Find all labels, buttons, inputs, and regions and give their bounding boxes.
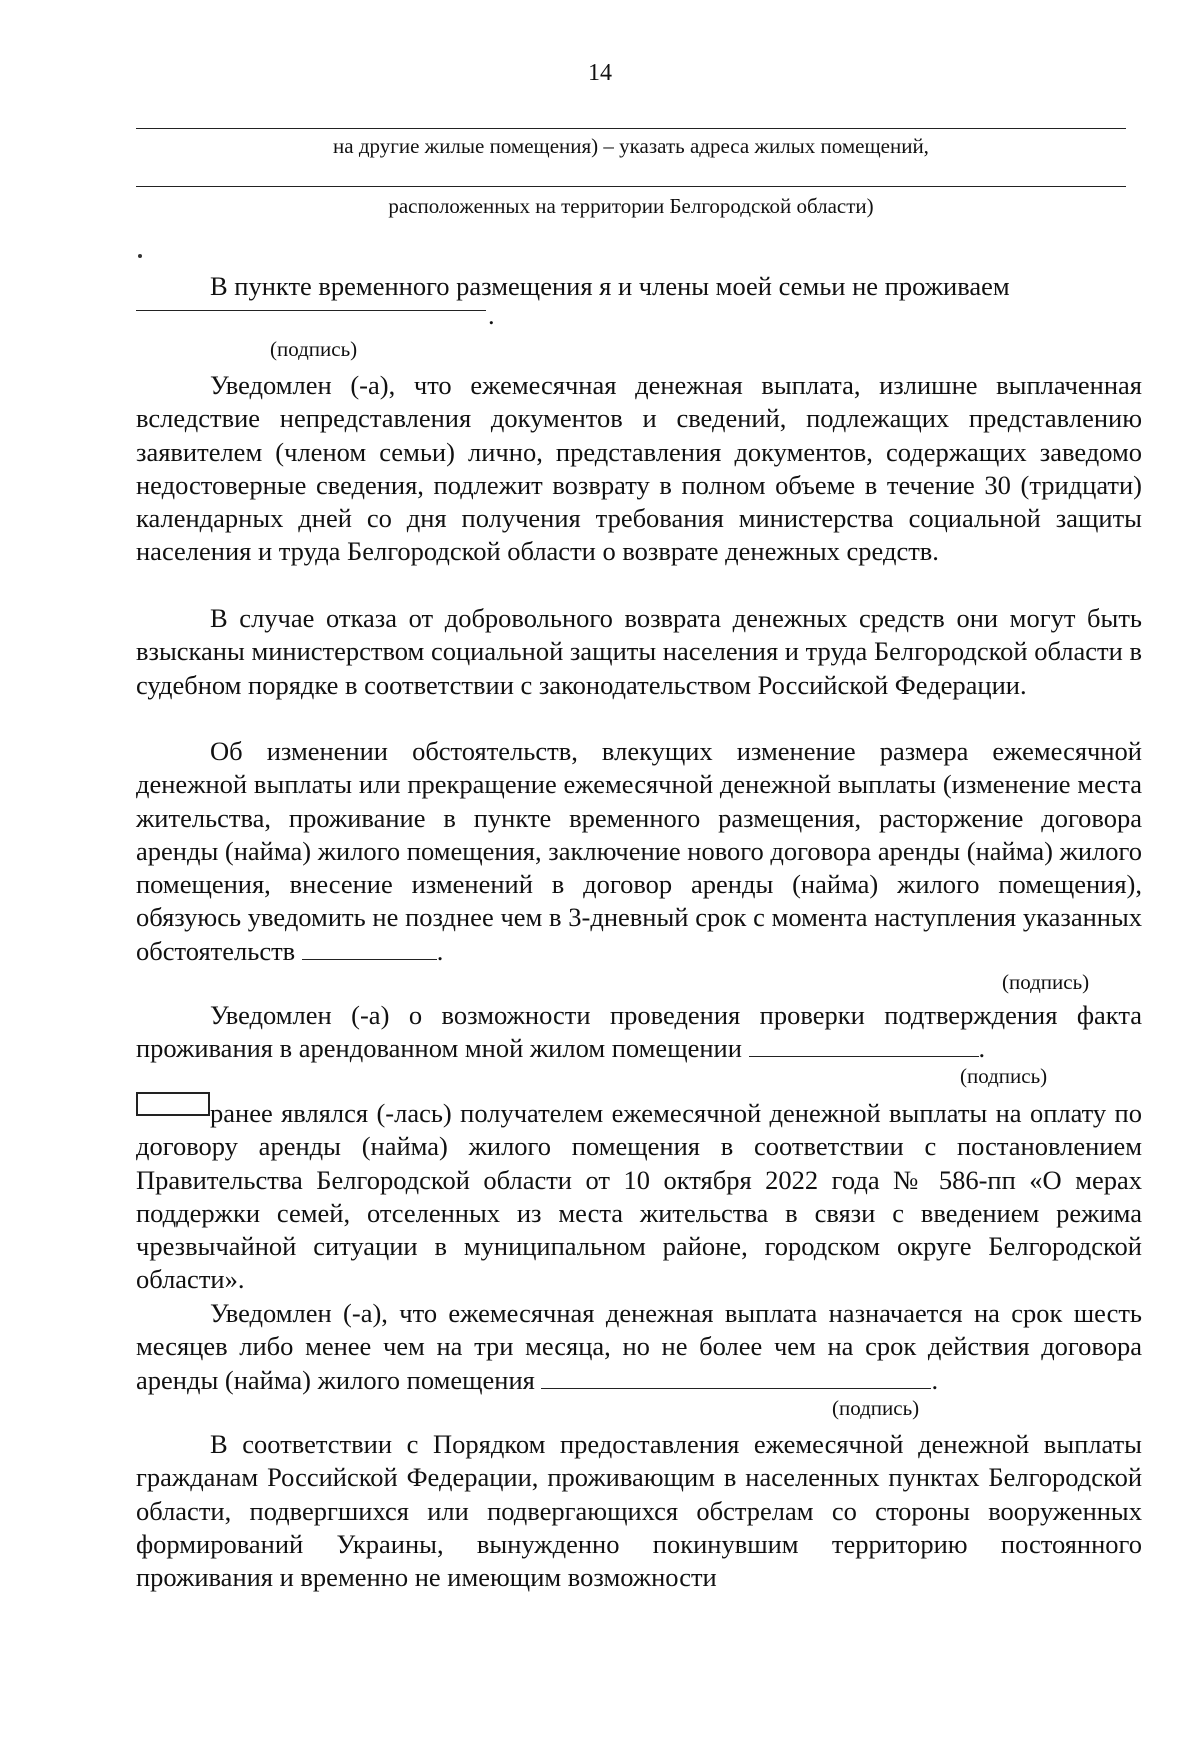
stray-mark	[138, 254, 142, 258]
residence-signature-label: (подпись)	[270, 337, 358, 361]
inspection-notice-paragraph	[136, 999, 1142, 1066]
previous-recipient-paragraph: ранее являлся (-лась) получателем ежемесячной денежной выплаты на оплату по договору аренды (найма) жилого помещения в соответствии с постановлением Правительства Белгородской области от 10 октября 2022 года № 586-пп «О мерах поддержки семей, отселенных из места жительства в связи с введением режима чрезвычайной ситуации в муниципальном районе, городском округе Белгородской области».	[136, 1098, 1142, 1295]
change-notice-signature-label: (подпись)	[1002, 970, 1090, 994]
inspection-notice-text: Уведомлен (-а) о возможности проведения проверки подтверждения факта проживания в арендованном мной жилом помещении	[136, 1000, 1142, 1064]
change-notice-text: Об изменении обстоятельств, влекущих изменение размера ежемесячной денежной выплаты или прекращение ежемесячной денежной выплаты (изменение места жительства, проживание в пункте временного размещения, расторжение договора аренды (найма) жилого помещения, заключение нового договора аренды (найма) жилого помещения, внесение изменений в договор аренды (найма) жилого помещения), обязуюсь уведомить не позднее чем в 3-дневный срок с момента наступления указанных обстоятельств	[136, 736, 1142, 966]
residence-signature-field[interactable]	[136, 310, 486, 311]
address-caption-1: на другие жилые помещения) – указать адреса жилых помещений,	[333, 134, 929, 158]
change-notice-signature-field[interactable]	[302, 937, 437, 960]
procedure-paragraph: В соответствии с Порядком предоставления ежемесячной денежной выплаты гражданам Российской Федерации, проживающим в населенных пунктах Белгородской области, подвергшихся или подвергающихся обстрелам со стороны вооруженных формирований Украины, вынужденно покинувшим территорию постоянного проживания и временно не имеющим возможности	[136, 1429, 1142, 1593]
term-signature-field[interactable]	[541, 1366, 931, 1389]
address-caption-2: расположенных на территории Белгородской области)	[388, 194, 874, 218]
change-notice-paragraph	[136, 735, 1142, 968]
inspection-signature-field[interactable]	[749, 1034, 979, 1057]
page-number: 14	[588, 60, 612, 86]
term-period: .	[931, 1364, 939, 1395]
inspection-signature-label: (подпись)	[960, 1064, 1048, 1088]
address-line-1[interactable]	[136, 128, 1126, 129]
term-signature-label: (подпись)	[832, 1396, 920, 1420]
inspection-period: .	[978, 1033, 986, 1064]
court-recovery-paragraph: В случае отказа от добровольного возврата денежных средств они могут быть взысканы министерством социальной защиты населения и труда Белгородской области в судебном порядке в соответствии с законодательством Российской Федерации.	[136, 603, 1142, 700]
residence-statement	[136, 270, 1142, 303]
refund-notice-paragraph: Уведомлен (-а), что ежемесячная денежная выплата, излишне выплаченная вследствие непредставления документов и сведений, подлежащих представлению заявителем (членом семьи) лично, представления документов, содержащих заведомо недостоверные сведения, подлежит возврату в полном объеме в течение 30 (тридцати) календарных дней со дня получения требования министерства социальной защиты населения и труда Белгородской области о возврате денежных средств.	[136, 370, 1142, 567]
change-notice-period: .	[436, 935, 444, 966]
residence-statement-text: В пункте временного размещения я и члены моей семьи не проживаем	[210, 271, 1010, 301]
term-notice-paragraph	[136, 1297, 1142, 1397]
address-line-2[interactable]	[136, 186, 1126, 187]
residence-period: .	[488, 300, 495, 330]
term-notice-text: Уведомлен (-а), что ежемесячная денежная выплата назначается на срок шесть месяцев либо менее чем на три месяца, но не более чем на срок действия договора аренды (найма) жилого помещения	[136, 1298, 1142, 1395]
